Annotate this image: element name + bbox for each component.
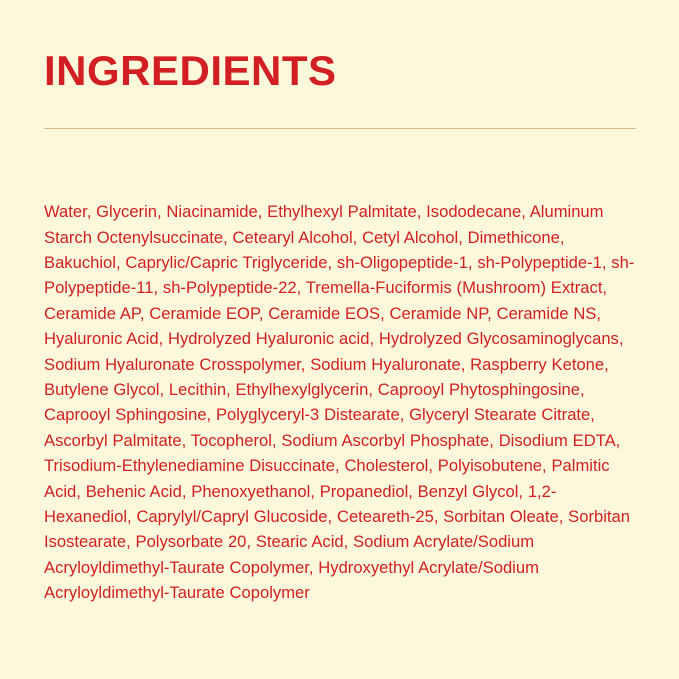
page-title: INGREDIENTS (44, 47, 337, 94)
title-divider (44, 128, 636, 129)
ingredients-list-text: Water, Glycerin, Niacinamide, Ethylhexyl Palmitate, Isododecane, Aluminum Starch Octenylsuccinate, Cetearyl Alcohol, Cetyl Alcohol, Dimethicone, Bakuchiol, Caprylic/Capric Triglyceride, sh-Oligopeptide-1, sh-Polypeptide-1, sh-Polypeptide-11, sh-Polypeptide-22, Tremella-Fuciformis (Mushroom) Extract, Ceramide AP, Ceramide EOP, Ceramide EOS, Ceramide NP, Ceramide NS, Hyaluronic Acid, Hydrolyzed Hyaluronic acid, Hydrolyzed Glycosaminoglycans, Sodium Hyaluronate Crosspolymer, Sodium Hyaluronate, Raspberry Ketone, Butylene Glycol, Lecithin, Ethylhexylglycerin, Caprooyl Phytosphingosine, Caprooyl Sphingosine, Polyglyceryl-3 Distearate, Glyceryl Stearate Citrate, Ascorbyl Palmitate, Tocopherol, Sodium Ascorbyl Phosphate, Disodium EDTA, Trisodium-Ethylenediamine Disuccinate, Cholesterol, Polyisobutene, Palmitic Acid, Behenic Acid, Phenoxyethanol, Propanediol, Benzyl Glycol, 1,2-Hexanediol, Caprylyl/Capryl Glucoside, Ceteareth-25, Sorbitan Oleate, Sorbitan Isostearate, Polysorbate 20, Stearic Acid, Sodium Acrylate/Sodium Acryloyldimethyl-Taurate Copolymer, Hydroxyethyl Acrylate/Sodium Acryloyldimethyl-Taurate Copolymer (44, 202, 635, 603)
